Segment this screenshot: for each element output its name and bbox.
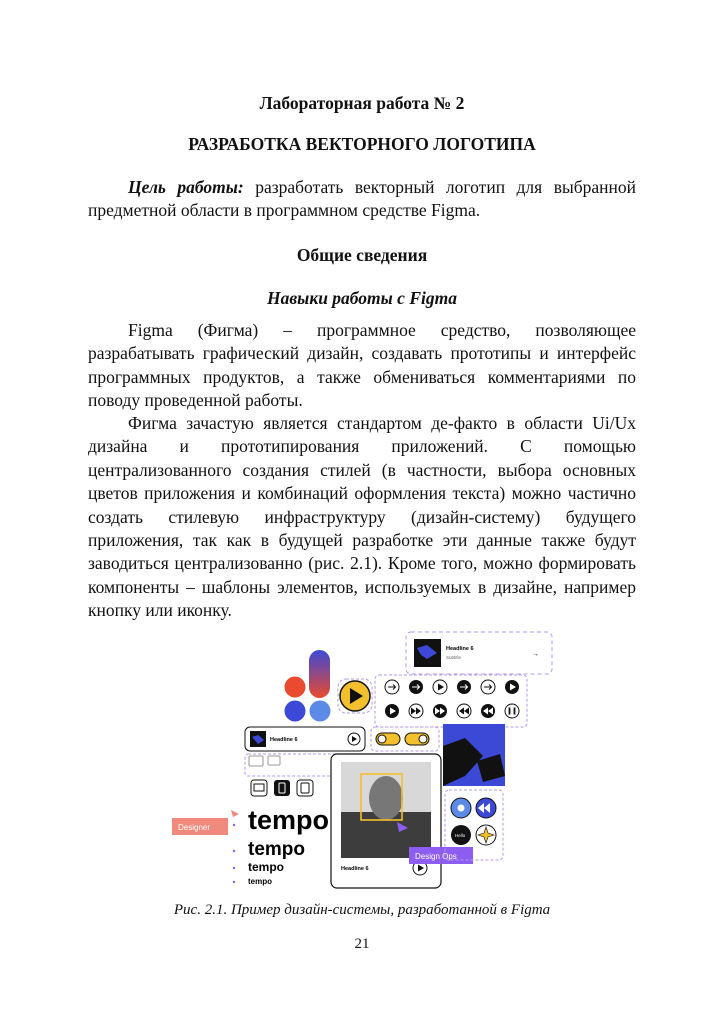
figure-caption: Рис. 2.1. Пример дизайн-системы, разработанной в Figma (173, 902, 551, 918)
tempo-small: tempo (248, 860, 284, 874)
design-system-illustration (165, 626, 559, 892)
lab-title: Лабораторная работа № 2 (259, 93, 465, 113)
type-marker (233, 881, 235, 883)
card-top-arrow[interactable]: → (532, 651, 539, 658)
goal-text: разработать векторный логотип для выбранной предметной области в программном средстве Figma. (88, 177, 636, 221)
toggle-knob (419, 735, 427, 743)
chip-label: Hello (455, 833, 466, 838)
red-swatch (285, 677, 306, 698)
paragraph-1: Figma (Фигма) – программное средство, позволяющее разрабатывать графический дизайн, создавать прототипы и интерфейс программных продуктов, а также обмениваться комментариями по поводу проведенной работы. (88, 320, 636, 411)
main-title: РАЗРАБОТКА ВЕКТОРНОГО ЛОГОТИПА (188, 134, 536, 154)
icon-grid (385, 680, 519, 718)
tempo-xsmall: tempo (248, 877, 272, 886)
small-card-title: Headline 6 (270, 737, 298, 743)
photo-face (369, 776, 403, 820)
type-marker (233, 824, 235, 826)
card-top-subtitle: Subtitle (446, 655, 462, 660)
desktop-icon[interactable] (251, 780, 267, 796)
type-marker (233, 867, 235, 869)
gradient-swatch (309, 650, 330, 698)
phone-button[interactable] (274, 780, 290, 796)
card-top-title: Headline 6 (446, 646, 474, 652)
device-icons-frame (245, 754, 337, 776)
page-number: 21 (354, 936, 370, 952)
design-ops-label: Design Ops (415, 852, 457, 861)
paragraph-2: Фигма зачастую является стандартом де-факто в области Ui/Ux дизайна и прототипирования приложений. С помощью централизованного создания стилей (в частности, выбора основных цветов приложения и комбинаций оформления текста) можно частично создать стилевую инфраструктуру (дизайн-систему) будущего приложения, так как в будущей разработке эти данные также будут заводиться централизованно (рис. 2.1). Кроме того, можно формировать компоненты – шаблоны элементов, используемых в дизайне, например кнопку или иконку. (88, 413, 636, 621)
blue-swatch (285, 701, 306, 722)
pause-button-icon[interactable] (505, 704, 519, 718)
light-blue-swatch (310, 701, 331, 722)
section-title: Общие сведения (296, 245, 428, 265)
goal-label: Цель работы: (128, 177, 244, 197)
cursor-icon (231, 810, 239, 817)
designer-label: Designer (178, 823, 211, 832)
type-marker (233, 850, 235, 852)
monitor-icon (249, 756, 263, 766)
tempo-large: tempo (248, 805, 329, 835)
laptop-icon (268, 756, 280, 765)
subsection-title: Навыки работы с Figma (267, 288, 457, 308)
toggle-knob (378, 735, 386, 743)
figure-design-system (165, 626, 559, 892)
gear-center (458, 805, 465, 812)
tempo-medium: tempo (248, 839, 305, 860)
profile-card-title: Headline 6 (341, 866, 369, 872)
tablet-button[interactable] (297, 780, 313, 796)
goal-paragraph (88, 176, 636, 223)
